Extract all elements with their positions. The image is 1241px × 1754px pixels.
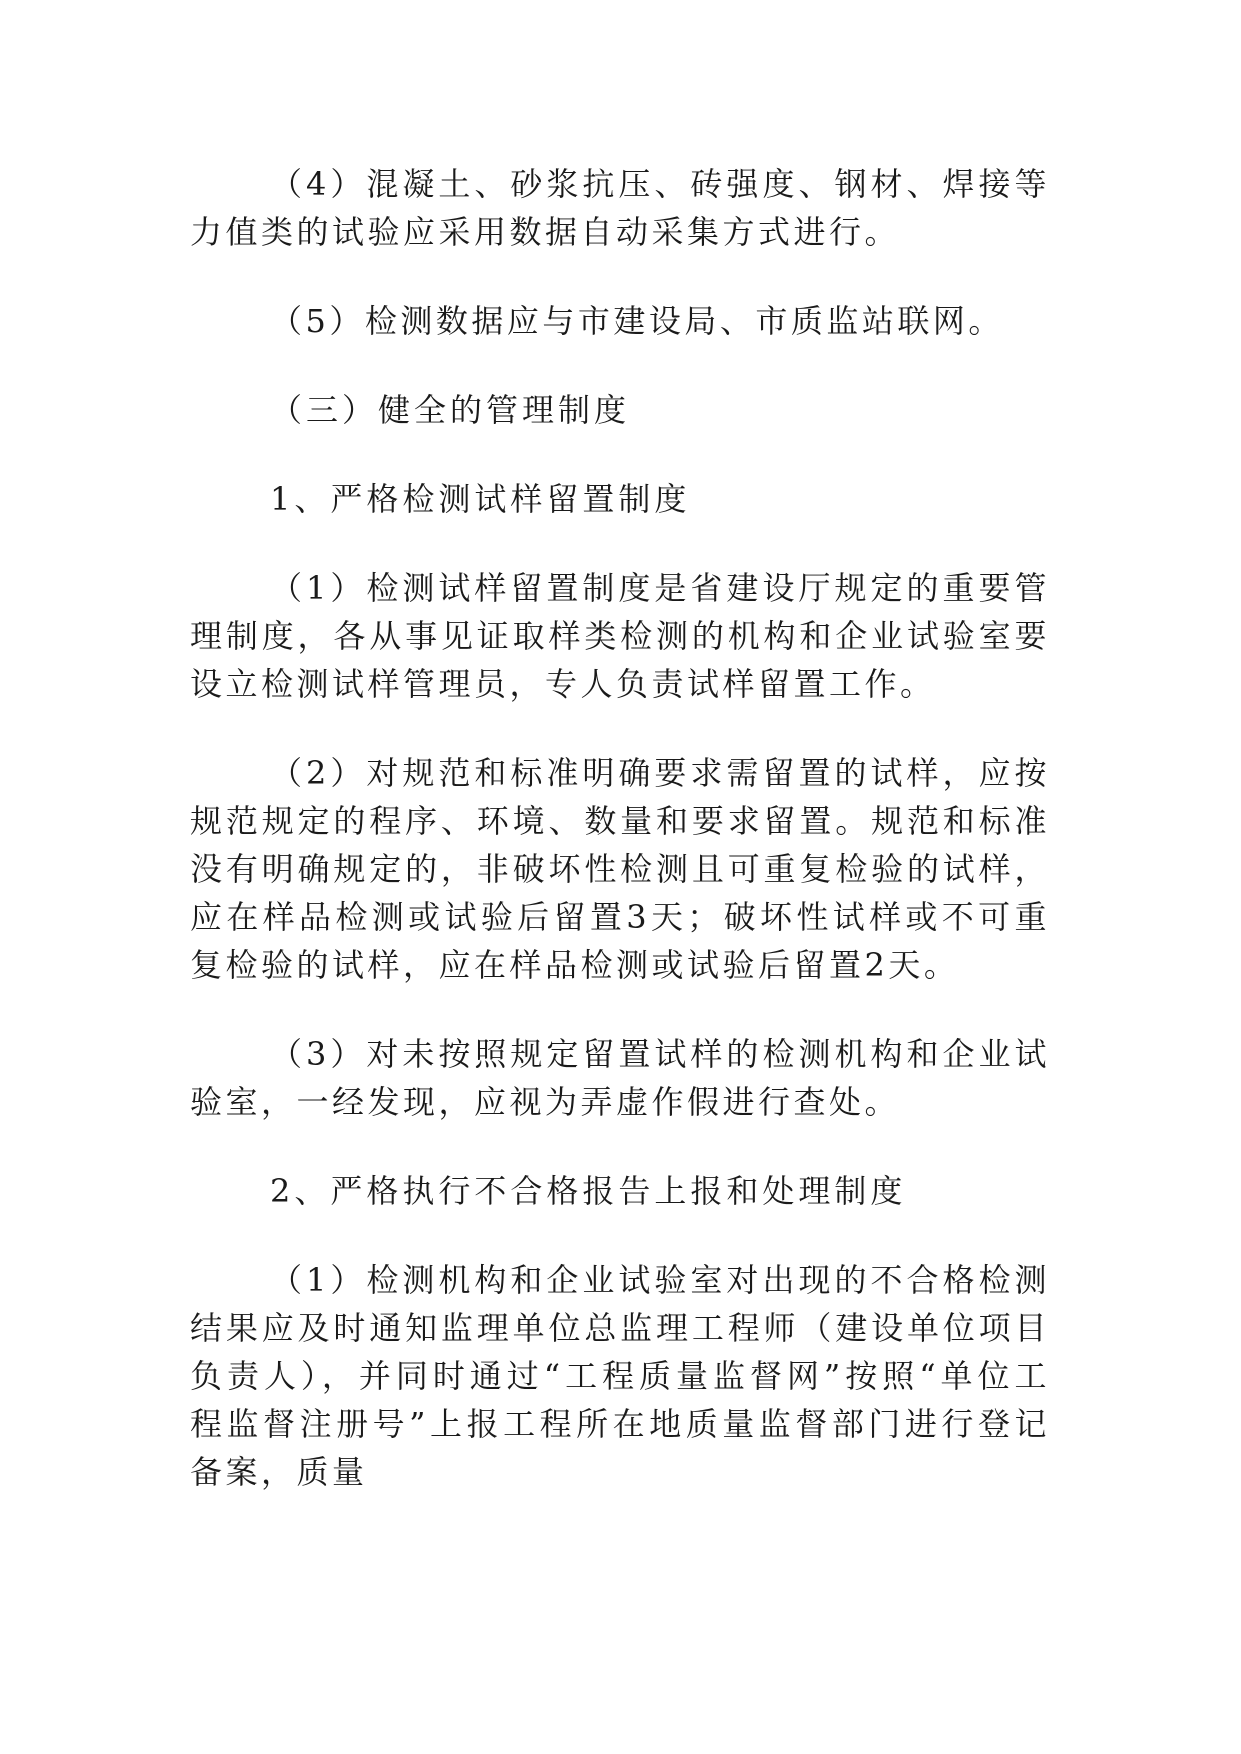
paragraph-retention-item-1: （1）检测试样留置制度是省建设厅规定的重要管理制度，各从事见证取样类检测的机构和企业试验室要设立检测试样管理员，专人负责试样留置工作。: [190, 569, 1050, 703]
subsection-heading-sample-retention: 1、严格检测试样留置制度: [270, 480, 691, 518]
paragraph-item-4-force-tests: （4）混凝土、砂浆抗压、砖强度、钢材、焊接等力值类的试验应采用数据自动采集方式进行。: [190, 165, 1050, 251]
section-heading-management-system: （三）健全的管理制度: [270, 391, 631, 429]
paragraph-report-item-1: （1）检测机构和企业试验室对出现的不合格检测结果应及时通知监理单位总监理工程师（建设单位项目负责人），并同时通过“工程质量监督网”按照“单位工程监督注册号”上报工程所在地质量监督部门进行登记备案，质量: [190, 1261, 1050, 1491]
paragraph-retention-item-3: （3）对未按照规定留置试样的检测机构和企业试验室，一经发现，应视为弄虚作假进行查处。: [190, 1035, 1050, 1121]
subsection-heading-nonconforming-report: 2、严格执行不合格报告上报和处理制度: [270, 1172, 907, 1210]
paragraph-retention-item-2: （2）对规范和标准明确要求需留置的试样，应按规范规定的程序、环境、数量和要求留置。规范和标准没有明确规定的，非破坏性检测且可重复检验的试样，应在样品检测或试验后留置3天；破坏性试样或不可重复检验的试样，应在样品检测或试验后留置2天。: [190, 754, 1050, 984]
document-page: [190, 160, 1050, 1537]
paragraph-item-5-data-network: （5）检测数据应与市建设局、市质监站联网。: [270, 302, 1004, 340]
